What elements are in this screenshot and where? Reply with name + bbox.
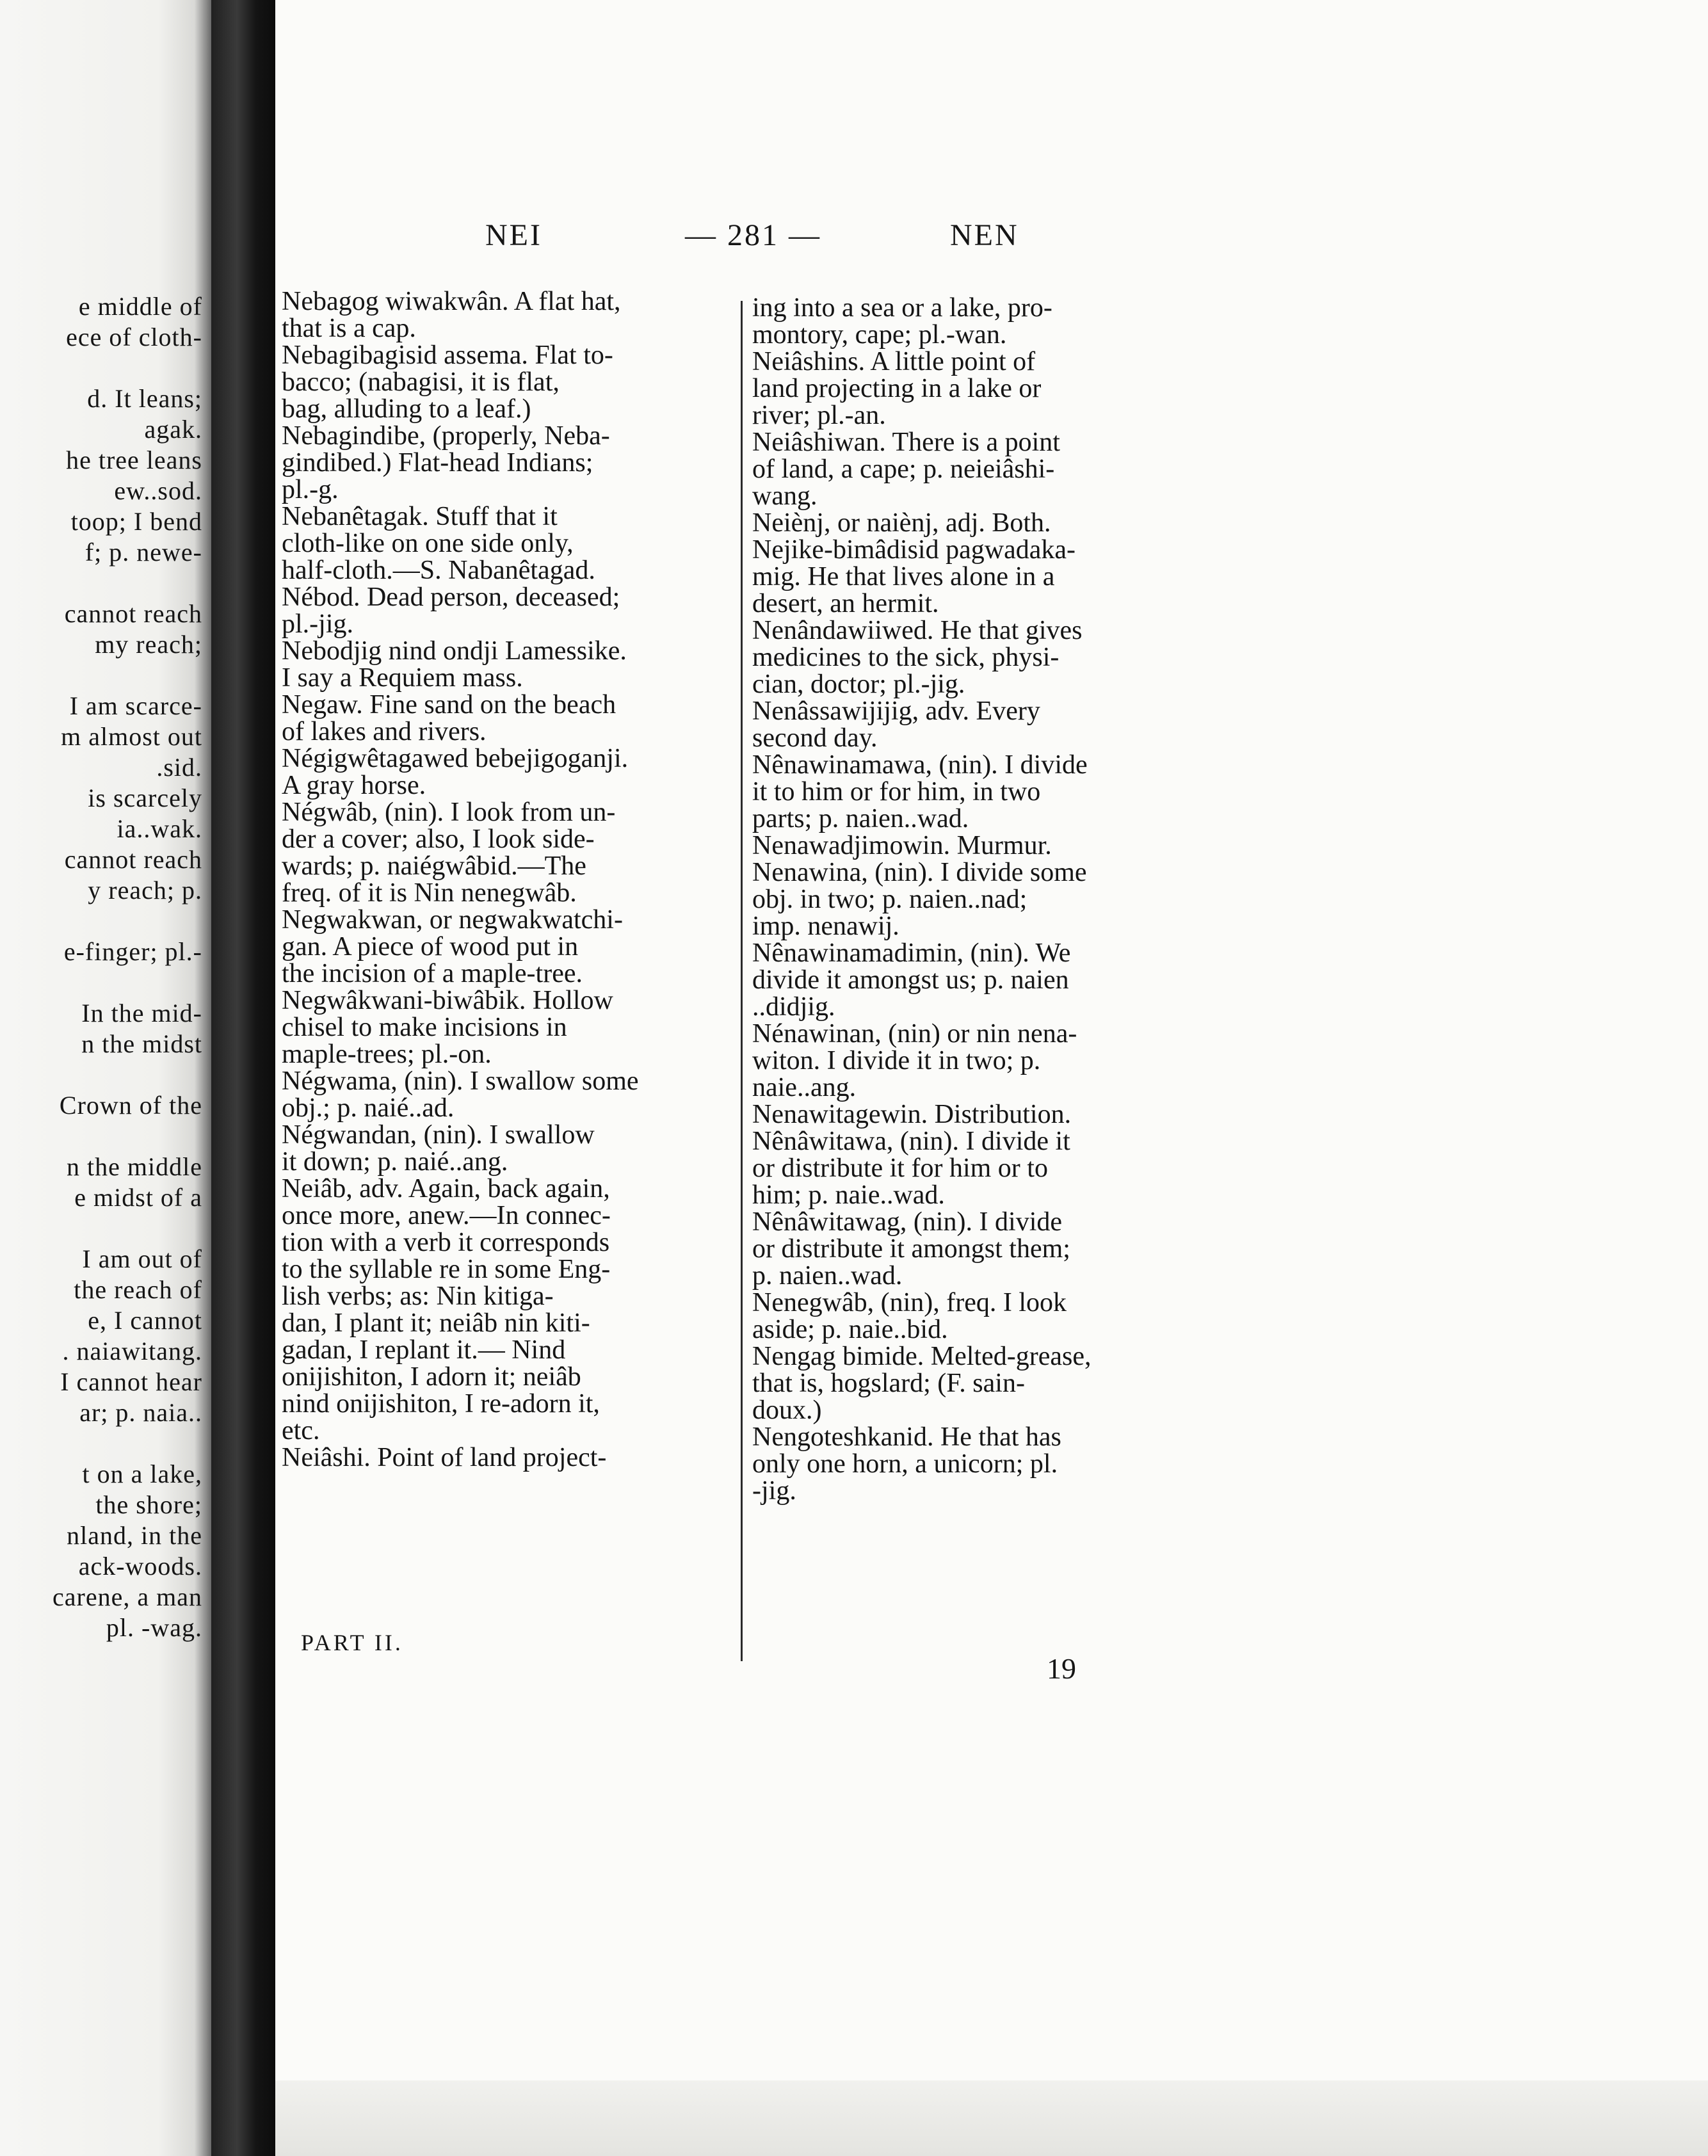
dictionary-entry bbox=[752, 510, 1200, 536]
entry-line: parts; p. naien..wad. bbox=[752, 804, 969, 833]
facing-page-line: toop; I bend bbox=[70, 507, 202, 536]
entry-line: Nengag bimide. Melted-grease, bbox=[752, 1342, 1092, 1371]
entry-line: Négigwêtagawed bebejigoganji. bbox=[282, 744, 629, 773]
dictionary-entry bbox=[282, 288, 730, 342]
entry-line: the incision of a maple-tree. bbox=[282, 959, 583, 988]
entry-line: Nenawina, (nin). I divide some bbox=[752, 858, 1087, 887]
dictionary-entry bbox=[752, 429, 1200, 510]
facing-page-line: e-finger; pl.- bbox=[63, 937, 202, 966]
facing-page-line: n the middle bbox=[67, 1152, 202, 1181]
entry-line: Négwâb, (nin). I look from un- bbox=[282, 798, 616, 827]
entry-line: tion with a verb it corresponds bbox=[282, 1228, 610, 1257]
entry-line: him; p. naie..wad. bbox=[752, 1180, 945, 1210]
entry-line: wards; p. naiégwâbid.—The bbox=[282, 851, 586, 881]
entry-line: dan, I plant it; neiâb nin kiti- bbox=[282, 1308, 590, 1338]
entry-line: Nenegwâb, (nin), freq. I look bbox=[752, 1288, 1067, 1317]
facing-page-line: Crown of the bbox=[59, 1091, 202, 1120]
entry-line: Nenawadjimowin. Murmur. bbox=[752, 831, 1052, 860]
entry-line: land projecting in a lake or bbox=[752, 374, 1042, 403]
entry-line: Nênâwitawa, (nin). I divide it bbox=[752, 1127, 1070, 1156]
facing-page-line: the reach of bbox=[74, 1275, 202, 1304]
entry-line: ing into a sea or a lake, pro- bbox=[752, 293, 1052, 323]
entry-line: Nénawinan, (nin) or nin nena- bbox=[752, 1019, 1077, 1049]
entry-line: Neiènj, or naiènj, adj. Both. bbox=[752, 508, 1051, 538]
entry-line: Nejike-bimâdisid pagwadaka- bbox=[752, 535, 1076, 565]
facing-page-line: he tree leans bbox=[66, 446, 202, 474]
dictionary-column-left bbox=[282, 288, 730, 1471]
entry-line: Nênawinamadimin, (nin). We bbox=[752, 938, 1071, 968]
facing-page-line: pl. -wag. bbox=[106, 1613, 202, 1642]
facing-page-line: ar; p. naia.. bbox=[79, 1398, 202, 1427]
dictionary-entry bbox=[752, 1209, 1200, 1289]
entry-line: bag, alluding to a leaf.) bbox=[282, 394, 531, 424]
entry-line: cian, doctor; pl.-jig. bbox=[752, 670, 965, 699]
entry-line: to the syllable re in some Eng- bbox=[282, 1255, 611, 1284]
entry-line: witon. I divide it in two; p. bbox=[752, 1046, 1041, 1075]
entry-line: once more, anew.—In connec- bbox=[282, 1201, 611, 1230]
entry-line: pl.-g. bbox=[282, 475, 339, 504]
entry-line: Nebodjig nind ondji Lamessike. bbox=[282, 636, 627, 666]
facing-page-line: I am scarce- bbox=[69, 691, 202, 720]
entry-line: Negwâkwani-biwâbik. Hollow bbox=[282, 986, 613, 1015]
signature-mark: 19 bbox=[1047, 1652, 1076, 1685]
dictionary-entry bbox=[282, 799, 730, 906]
running-head-left: NEI bbox=[485, 218, 542, 252]
entry-line: mig. He that lives alone in a bbox=[752, 562, 1055, 591]
dictionary-entry bbox=[752, 1424, 1200, 1504]
facing-page-line: is scarcely bbox=[88, 784, 202, 812]
entry-line: gindibed.) Flat-head Indians; bbox=[282, 448, 593, 478]
entry-line: montory, cape; pl.-wan. bbox=[752, 320, 1007, 350]
entry-line: gan. A piece of wood put in bbox=[282, 932, 579, 961]
entry-line: -jig. bbox=[752, 1476, 796, 1506]
entry-line: of lakes and rivers. bbox=[282, 717, 487, 746]
entry-line: Nébod. Dead person, deceased; bbox=[282, 583, 620, 612]
entry-line: naie..ang. bbox=[752, 1073, 857, 1102]
entry-line: of land, a cape; p. neieiâshi- bbox=[752, 455, 1055, 484]
entry-line: obj.; p. naié..ad. bbox=[282, 1093, 455, 1123]
book-gutter bbox=[211, 0, 275, 2156]
facing-page-line: . naiawitang. bbox=[62, 1337, 202, 1365]
entry-line: pl.-jig. bbox=[282, 609, 353, 639]
dictionary-entry bbox=[282, 745, 730, 799]
entry-line: ..didjig. bbox=[752, 992, 835, 1022]
dictionary-entry bbox=[752, 536, 1200, 617]
entry-line: only one horn, a unicorn; pl. bbox=[752, 1449, 1058, 1479]
entry-line: Neiâshiwan. There is a point bbox=[752, 428, 1060, 457]
dictionary-entry bbox=[282, 691, 730, 745]
entry-line: desert, an hermit. bbox=[752, 589, 939, 618]
entry-line: Nênâwitawag, (nin). I divide bbox=[752, 1207, 1063, 1237]
entry-line: bacco; (nabagisi, it is flat, bbox=[282, 367, 560, 397]
dictionary-entry bbox=[752, 1128, 1200, 1209]
entry-line: half-cloth.—S. Nabanêtagad. bbox=[282, 556, 595, 585]
entry-line: Negwakwan, or negwakwatchi- bbox=[282, 905, 623, 935]
entry-line: maple-trees; pl.-on. bbox=[282, 1040, 492, 1069]
entry-line: I say a Requiem mass. bbox=[282, 663, 523, 693]
dictionary-column-right bbox=[752, 294, 1200, 1504]
entry-line: A gray horse. bbox=[282, 771, 426, 800]
entry-line: chisel to make incisions in bbox=[282, 1013, 567, 1042]
dictionary-entry bbox=[282, 342, 730, 422]
dictionary-entry bbox=[752, 1101, 1200, 1128]
facing-page-line: ia..wak. bbox=[117, 814, 202, 843]
dictionary-entry bbox=[752, 1020, 1200, 1101]
entry-line: cloth-like on one side only, bbox=[282, 529, 574, 558]
entry-line: river; pl.-an. bbox=[752, 401, 886, 430]
entry-line: Nênawinamawa, (nin). I divide bbox=[752, 750, 1088, 780]
page-number: — 281 — bbox=[685, 218, 821, 252]
entry-line: it to him or for him, in two bbox=[752, 777, 1041, 807]
dictionary-entry bbox=[282, 1175, 730, 1444]
column-rule bbox=[741, 301, 743, 1661]
facing-page-line: In the mid- bbox=[81, 999, 202, 1027]
dictionary-entry bbox=[752, 1289, 1200, 1343]
facing-page-line: nland, in the bbox=[67, 1521, 202, 1550]
facing-page-line: cannot reach bbox=[64, 845, 202, 874]
facing-page-line: t on a lake, bbox=[82, 1460, 202, 1488]
dictionary-entry bbox=[752, 294, 1200, 348]
entry-line: Neiâb, adv. Again, back again, bbox=[282, 1174, 610, 1203]
entry-line: Nebagibagisid assema. Flat to- bbox=[282, 341, 613, 370]
entry-line: Negaw. Fine sand on the beach bbox=[282, 690, 616, 720]
dictionary-entry bbox=[282, 1068, 730, 1122]
facing-page-line: ece of cloth- bbox=[66, 323, 202, 351]
dictionary-entry bbox=[282, 422, 730, 503]
dictionary-entry bbox=[752, 859, 1200, 940]
dictionary-entry bbox=[282, 503, 730, 584]
dictionary-entry bbox=[282, 584, 730, 638]
facing-page-line: I am out of bbox=[82, 1244, 202, 1273]
facing-page-line: ew..sod. bbox=[114, 476, 202, 505]
dictionary-entry bbox=[752, 752, 1200, 832]
entry-line: nind onijishiton, I re-adorn it, bbox=[282, 1389, 600, 1419]
entry-line: lish verbs; as: Nin kitiga- bbox=[282, 1282, 554, 1311]
facing-page-line: the shore; bbox=[95, 1490, 202, 1519]
entry-line: Nenâssawijijig, adv. Every bbox=[752, 696, 1040, 726]
entry-line: Négwandan, (nin). I swallow bbox=[282, 1120, 595, 1150]
facing-page-line: d. It leans; bbox=[87, 384, 202, 413]
facing-page-line: y reach; p. bbox=[88, 876, 202, 905]
facing-page-line: e midst of a bbox=[74, 1183, 202, 1212]
entry-line: Nebanêtagak. Stuff that it bbox=[282, 502, 558, 531]
entry-line: that is a cap. bbox=[282, 314, 416, 343]
entry-line: Nebagindibe, (properly, Neba- bbox=[282, 421, 610, 451]
part-label: PART II. bbox=[301, 1630, 403, 1655]
entry-line: Négwama, (nin). I swallow some bbox=[282, 1066, 639, 1096]
dictionary-entry bbox=[752, 698, 1200, 752]
facing-page-line: m almost out bbox=[61, 722, 202, 751]
entry-line: second day. bbox=[752, 723, 878, 753]
dictionary-entry bbox=[752, 1343, 1200, 1424]
entry-line: Nenawitagewin. Distribution. bbox=[752, 1100, 1072, 1129]
entry-line: divide it amongst us; p. naien bbox=[752, 965, 1069, 995]
entry-line: aside; p. naie..bid. bbox=[752, 1315, 948, 1344]
entry-line: gadan, I replant it.— Nind bbox=[282, 1335, 566, 1365]
entry-line: Nenândawiiwed. He that gives bbox=[752, 616, 1083, 645]
entry-line: freq. of it is Nin nenegwâb. bbox=[282, 878, 577, 908]
entry-line: medicines to the sick, physi- bbox=[752, 643, 1059, 672]
entry-line: Nengoteshkanid. He that has bbox=[752, 1422, 1061, 1452]
facing-page-line: carene, a man bbox=[52, 1582, 202, 1611]
dictionary-entry bbox=[282, 638, 730, 691]
dictionary-entry bbox=[282, 987, 730, 1068]
facing-page-line: e, I cannot bbox=[88, 1306, 202, 1335]
facing-page-line: n the midst bbox=[81, 1029, 202, 1058]
facing-page-line: ack-woods. bbox=[78, 1552, 202, 1581]
dictionary-entry bbox=[282, 906, 730, 987]
facing-page-line: e middle of bbox=[78, 292, 202, 321]
entry-line: etc. bbox=[282, 1416, 320, 1445]
entry-line: imp. nenawij. bbox=[752, 912, 899, 941]
entry-line: Neiâshins. A little point of bbox=[752, 347, 1036, 376]
facing-page-line: .sid. bbox=[156, 753, 202, 782]
dictionary-entry bbox=[752, 832, 1200, 859]
entry-line: onijishiton, I adorn it; neiâb bbox=[282, 1362, 581, 1392]
entry-line: wang. bbox=[752, 481, 818, 511]
page-bottom-margin bbox=[275, 2080, 1708, 2156]
entry-line: p. naien..wad. bbox=[752, 1261, 903, 1291]
dictionary-entry bbox=[752, 617, 1200, 698]
entry-line: Neiâshi. Point of land project- bbox=[282, 1443, 607, 1472]
facing-page-line: I cannot hear bbox=[60, 1367, 202, 1396]
dictionary-entry bbox=[752, 348, 1200, 429]
dictionary-entry bbox=[282, 1444, 730, 1471]
entry-line: it down; p. naié..ang. bbox=[282, 1147, 508, 1177]
facing-page-left bbox=[0, 0, 211, 2156]
running-head-right: NEN bbox=[950, 218, 1019, 252]
facing-page-line: f; p. newe- bbox=[85, 538, 202, 567]
entry-line: obj. in two; p. naien..nad; bbox=[752, 885, 1027, 914]
facing-page-line: agak. bbox=[144, 415, 202, 444]
entry-line: der a cover; also, I look side- bbox=[282, 825, 595, 854]
entry-line: that is, hogslard; (F. sain- bbox=[752, 1369, 1025, 1398]
facing-page-line: my reach; bbox=[95, 630, 202, 659]
entry-line: or distribute it for him or to bbox=[752, 1154, 1048, 1183]
entry-line: doux.) bbox=[752, 1396, 822, 1425]
dictionary-entry bbox=[752, 940, 1200, 1020]
facing-page-line: cannot reach bbox=[64, 599, 202, 628]
entry-line: Nebagog wiwakwân. A flat hat, bbox=[282, 287, 621, 316]
entry-line: or distribute it amongst them; bbox=[752, 1234, 1070, 1264]
dictionary-entry bbox=[282, 1122, 730, 1175]
